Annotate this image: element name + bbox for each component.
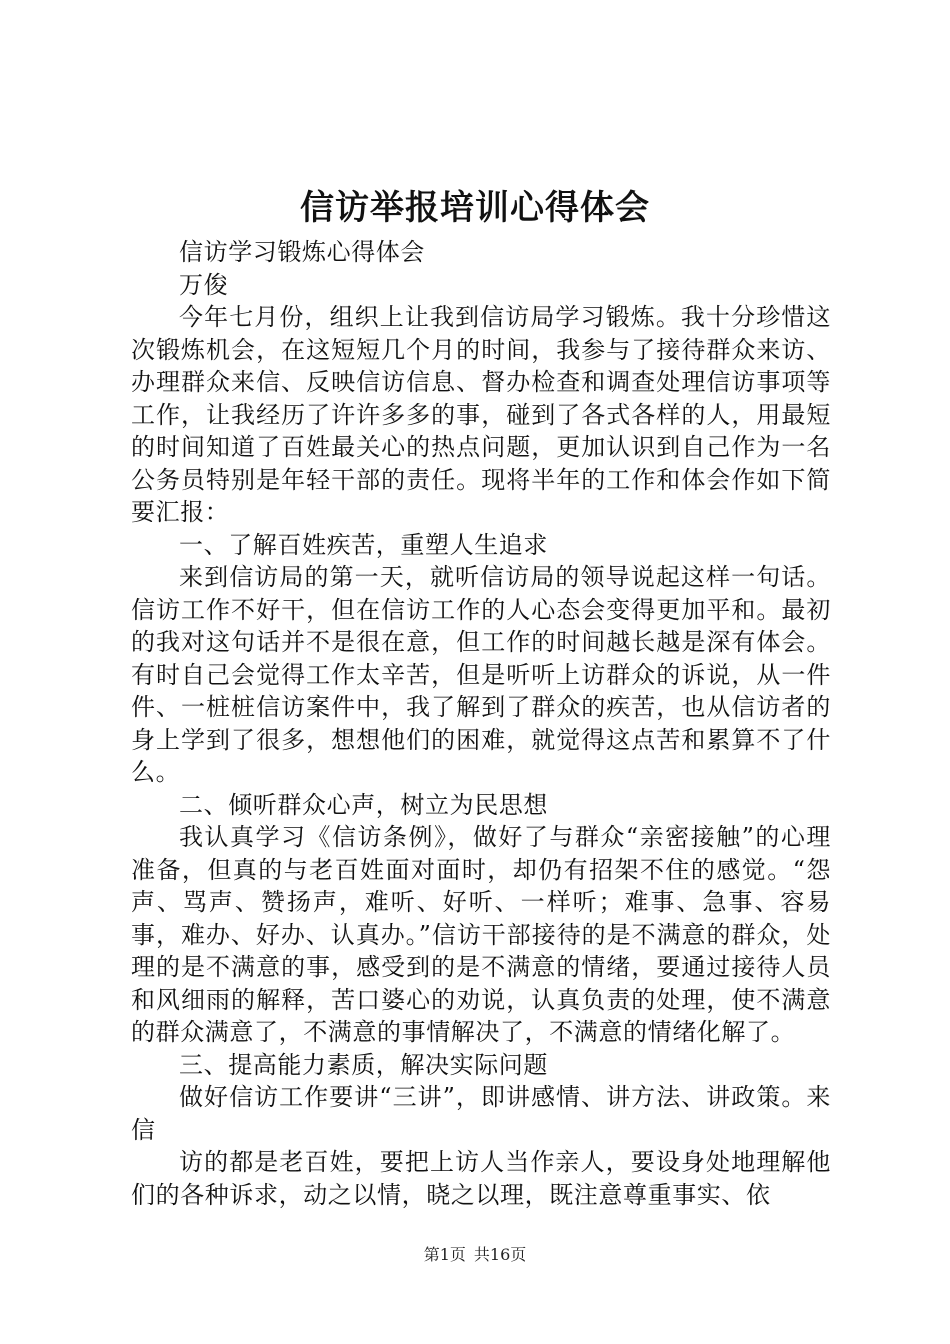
body-paragraph: 访的都是老百姓，要把上访人当作亲人，要设身处地理解他们的各种诉求，动之以情，晓之以理，既注意尊重事实、依 bbox=[131, 1148, 831, 1209]
body-paragraph: 我认真学习《信访条例》，做好了与群众“亲密接触”的心理准备，但真的与老百姓面对面时，却仍有招架不住的感觉。“怨声、骂声、赞扬声，难听、好听、一样听；难事、急事、容易事，难办、好办、认真办。”信访干部接待的是不满意的群众，处理的是不满意的事，感受到的是不满意的情绪，要通过接待人员和风细雨的解释，苦口婆心的劝说，认真负责的处理，使不满意的群众满意了，不满意的事情解决了，不满意的情绪化解了。 bbox=[131, 823, 831, 1046]
section-heading: 三、提高能力素质，解决实际问题 bbox=[179, 1050, 548, 1079]
document-body bbox=[131, 236, 831, 1211]
page-total: 共16页 bbox=[473, 1245, 527, 1264]
body-paragraph: 来到信访局的第一天，就听信访局的领导说起这样一句话。信访工作不好干，但在信访工作的人心态会变得更加平和。最初的我对这句话并不是很在意，但工作的时间越长越是深有体会。有时自己会觉得工作太辛苦，但是听听上访群众的诉说，从一件件、一桩桩信访案件中，我了解到了群众的疾苦，也从信访者的身上学到了很多，想想他们的困难，就觉得这点苦和累算不了什么。 bbox=[131, 563, 831, 786]
section-heading: 二、倾听群众心声，树立为民思想 bbox=[179, 790, 548, 819]
subtitle-paragraph: 信访学习锻炼心得体会 bbox=[179, 238, 425, 266]
section-heading: 一、了解百姓疾苦，重塑人生追求 bbox=[179, 530, 548, 559]
body-paragraph: 做好信访工作要讲“三讲”，即讲感情、讲方法、讲政策。来信 bbox=[131, 1083, 831, 1144]
page-footer bbox=[0, 1243, 950, 1267]
document-title: 信访举报培训心得体会 bbox=[300, 188, 650, 228]
author-paragraph: 万俊 bbox=[179, 270, 229, 299]
page-number: 第1页 bbox=[423, 1245, 466, 1264]
body-paragraph: 今年七月份，组织上让我到信访局学习锻炼。我十分珍惜这次锻炼机会，在这短短几个月的时间，我参与了接待群众来访、办理群众来信、反映信访信息、督办检查和调查处理信访事项等工作，让我经历了许许多多的事，碰到了各式各样的人，用最短的时间知道了百姓最关心的热点问题，更加认识到自己作为一名公务员特别是年轻干部的责任。现将半年的工作和体会作如下简要汇报： bbox=[131, 303, 831, 526]
